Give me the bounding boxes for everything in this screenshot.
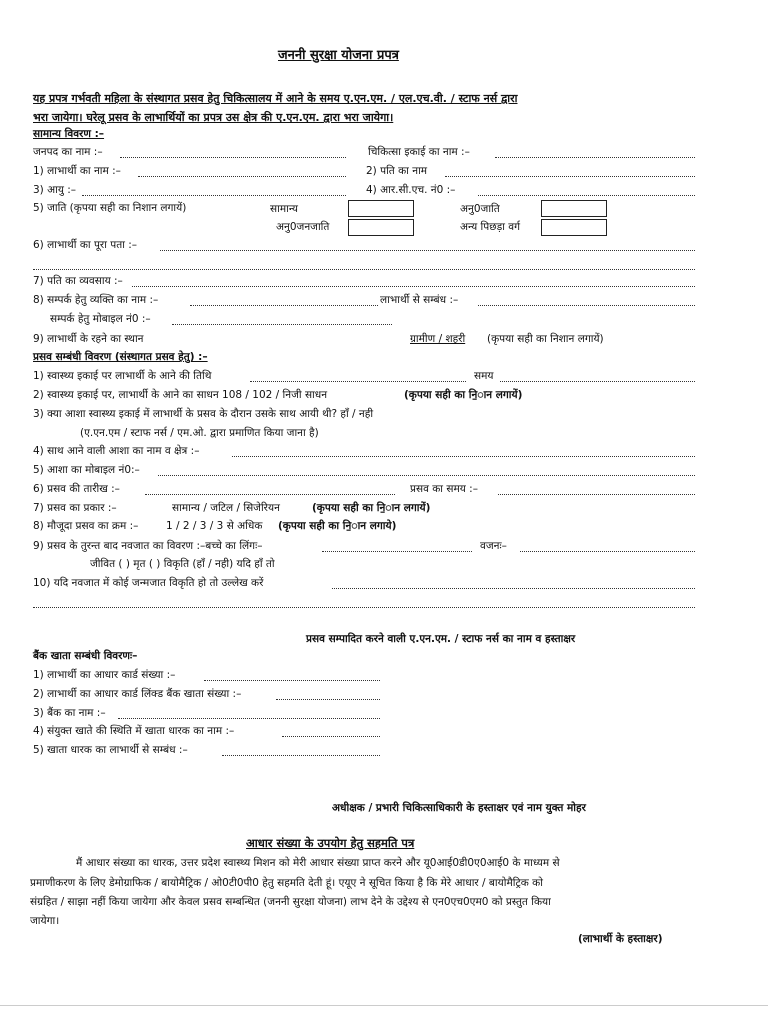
holder-relation-label: 5) खाता धारक का लाभार्थी से सम्बंध :– — [33, 744, 188, 756]
superintendent-signature-label: अधीक्षक / प्रभारी चिकित्साधिकारी के हस्ताक्षर एवं नाम युक्त मोहर — [332, 802, 586, 814]
linked-account-field[interactable] — [276, 689, 380, 700]
delivery-type-options[interactable]: सामान्य / जटिल / सिजेरियन — [172, 502, 280, 514]
facility-label: चिकित्सा इकाई का नाम :– — [368, 146, 470, 158]
caste-sc-checkbox[interactable] — [541, 200, 607, 217]
newborn-sex-label: 9) प्रसव के तुरन्त बाद नवजात का विवरण :–बच्चे का लिंगः– — [33, 540, 263, 552]
delivery-date-field[interactable] — [145, 484, 395, 495]
caste-label: 5) जाति (कृपया सही का निशान लगायें) — [33, 202, 187, 214]
newborn-weight-field[interactable] — [520, 541, 695, 552]
bank-name-field[interactable] — [118, 708, 380, 719]
occupation-label: 7) पति का व्यवसाय :– — [33, 275, 123, 287]
beneficiary-name-label: 1) लाभार्थी का नाम :– — [33, 165, 121, 177]
consent-line-4: जायेगा। — [30, 915, 60, 927]
husband-name-label: 2) पति का नाम — [366, 165, 428, 177]
age-label: 3) आयु :– — [33, 184, 77, 196]
newborn-weight-label: वजनः– — [480, 540, 507, 552]
facility-field[interactable] — [495, 147, 695, 158]
asha-mobile-label: 5) आशा का मोबाइल नं0:– — [33, 464, 140, 476]
address-field-2[interactable] — [33, 259, 695, 270]
bank-name-label: 3) बैंक का नाम :– — [33, 707, 106, 719]
asha-question[interactable]: 3) क्या आशा स्वास्थ्य इकाई में लाभार्थी के प्रसव के दौरान उसके साथ आयी थी? हाँ / नही — [33, 408, 374, 420]
arrival-time-field[interactable] — [500, 371, 695, 382]
consent-line-2: प्रमाणीकरण के लिए डेमोग्राफिक / बायोमैट्रिक / ओ0टी0पी0 हेतु सहमति देती हूं। एयूए ने सूचित किया है कि मेरे आधार / बायोमैट्रिक को — [30, 877, 543, 889]
rch-label: 4) आर.सी.एच. नं0 :– — [366, 184, 456, 196]
beneficiary-name-field[interactable] — [138, 166, 346, 177]
transport-note: (कृपया सही का नि॒ान लगायें) — [404, 389, 523, 401]
birth-defect-field-2[interactable] — [33, 597, 695, 608]
delivery-date-label: 6) प्रसव की तारीख :– — [33, 483, 120, 495]
delivery-order-options[interactable]: 1 / 2 / 3 / 3 से अधिक — [166, 520, 263, 532]
caste-obc-checkbox[interactable] — [541, 219, 607, 236]
caste-st-label: अनु0जनजाति — [276, 221, 330, 233]
contact-person-label: 8) सम्पर्क हेतु व्यक्ति का नाम :– — [33, 294, 159, 306]
delivery-order-note: (कृपया सही का नि॒ान लगाये) — [278, 520, 397, 532]
general-heading: सामान्य विवरण :– — [33, 128, 105, 140]
occupation-field[interactable] — [132, 276, 695, 287]
asha-name-label: 4) साथ आने वाली आशा का नाम व क्षेत्र :– — [33, 445, 200, 457]
age-field[interactable] — [82, 185, 346, 196]
birth-defect-field-1[interactable] — [332, 578, 695, 589]
district-field[interactable] — [120, 147, 346, 158]
intro-line-1: यह प्रपत्र गर्भवती महिला के संस्थागत प्रसव हेतु चिकित्सालय में आने के समय ए.एन.एम. / एल.एच.वी. / स्टाफ नर्स द्वारा — [33, 92, 518, 105]
caste-sc-label: अनु0जाति — [460, 203, 500, 215]
caste-general-checkbox[interactable] — [348, 200, 414, 217]
joint-holder-field[interactable] — [282, 726, 380, 737]
consent-line-3: संग्रहित / साझा नहीं किया जायेगा और केवल प्रसव सम्बन्धित (जननी सुरक्षा योजना) लाभ देने के उद्देश्य से एन0एच0एम0 को प्रस्तुत किया — [30, 896, 551, 908]
asha-mobile-field[interactable] — [158, 465, 695, 476]
joint-holder-label: 4) संयुक्त खाते की स्थिति में खाता धारक का नाम :– — [33, 725, 235, 737]
delivery-type-note: (कृपया सही का नि॒ान लगायें) — [312, 502, 431, 514]
rural-urban-options[interactable]: ग्रामीण / शहरी — [410, 333, 466, 345]
consent-line-1: मैं आधार संख्या का धारक, उत्तर प्रदेश स्वास्थ्य मिशन को मेरी आधार संख्या प्राप्त करने और यू0आई0डी0ए0आई0 के माध्यम से — [76, 857, 560, 869]
relation-field[interactable] — [478, 295, 695, 306]
arrival-time-label: समय — [474, 370, 494, 382]
residence-note: (कृपया सही का निशान लगायें) — [487, 333, 604, 345]
husband-name-field[interactable] — [445, 166, 695, 177]
caste-obc-label: अन्य पिछड़ा वर्ग — [460, 221, 521, 233]
aadhaar-field[interactable] — [204, 670, 380, 681]
relation-label: लाभार्थी से सम्बंध :– — [380, 294, 459, 306]
address-label: 6) लाभार्थी का पूरा पता :– — [33, 239, 138, 251]
birth-defect-label: 10) यदि नवजात में कोई जन्मजात विकृति हो तो उल्लेख करें — [33, 577, 264, 589]
holder-relation-field[interactable] — [222, 745, 380, 756]
delivery-order-label: 8) मौजूदा प्रसव का क्रम :– — [33, 520, 139, 532]
linked-account-label: 2) लाभार्थी का आधार कार्ड लिंक्ड बैंक खाता संख्या :– — [33, 688, 242, 700]
aadhaar-label: 1) लाभार्थी का आधार कार्ड संख्या :– — [33, 669, 176, 681]
delivery-time-label: प्रसव का समय :– — [410, 483, 478, 495]
contact-mobile-label: सम्पर्क हेतु मोबाइल नं0 :– — [50, 313, 151, 325]
beneficiary-signature-label: (लाभार्थी के हस्ताक्षर) — [578, 933, 663, 945]
district-label: जनपद का नाम :– — [33, 146, 103, 158]
form-title: जननी सुरक्षा योजना प्रपत्र — [278, 48, 399, 63]
contact-person-field[interactable] — [190, 295, 378, 306]
delivery-type-label: 7) प्रसव का प्रकार :– — [33, 502, 117, 514]
scan-edge-line — [0, 1005, 768, 1006]
bank-heading: बैंक खाता सम्बंधी विवरणः– — [33, 650, 138, 662]
delivery-time-field[interactable] — [498, 484, 695, 495]
arrival-date-label: 1) स्वास्थ्य इकाई पर लाभार्थी के आने की तिथि — [33, 370, 212, 382]
asha-verify-note: (ए.एन.एम / स्टाफ नर्स / एम.ओ. द्वारा प्रमाणित किया जाना है) — [80, 427, 319, 439]
consent-title: आधार संख्या के उपयोग हेतु सहमति पत्र — [246, 836, 415, 850]
caste-general-label: सामान्य — [270, 203, 299, 215]
delivery-heading: प्रसव सम्बंधी विवरण (संस्थागत प्रसव हेतु) :– — [33, 351, 208, 363]
residence-label: 9) लाभार्थी के रहने का स्थान — [33, 333, 144, 345]
arrival-date-field[interactable] — [250, 371, 466, 382]
asha-name-field[interactable] — [232, 446, 695, 457]
caste-st-checkbox[interactable] — [348, 219, 414, 236]
intro-line-2: भरा जायेगा। घरेलू प्रसव के लाभार्थियों का प्रपत्र उस क्षेत्र की ए.एन.एम. द्वारा भरा जायेगा। — [33, 111, 394, 124]
transport-label[interactable]: 2) स्वास्थ्य इकाई पर, लाभार्थी के आने का साधन 108 / 102 / निजी साधन — [33, 389, 328, 401]
contact-mobile-field[interactable] — [172, 314, 392, 325]
newborn-sex-field[interactable] — [322, 541, 472, 552]
newborn-status-options[interactable]: जीवित ( ) मृत ( ) विकृति (हाँ / नही) यदि हाँ तो — [90, 558, 275, 570]
rch-field[interactable] — [478, 185, 695, 196]
address-field-1[interactable] — [160, 240, 695, 251]
nurse-signature-label: प्रसव सम्पादित करने वाली ए.एन.एम. / स्टाफ नर्स का नाम व हस्ताक्षर — [306, 633, 576, 645]
